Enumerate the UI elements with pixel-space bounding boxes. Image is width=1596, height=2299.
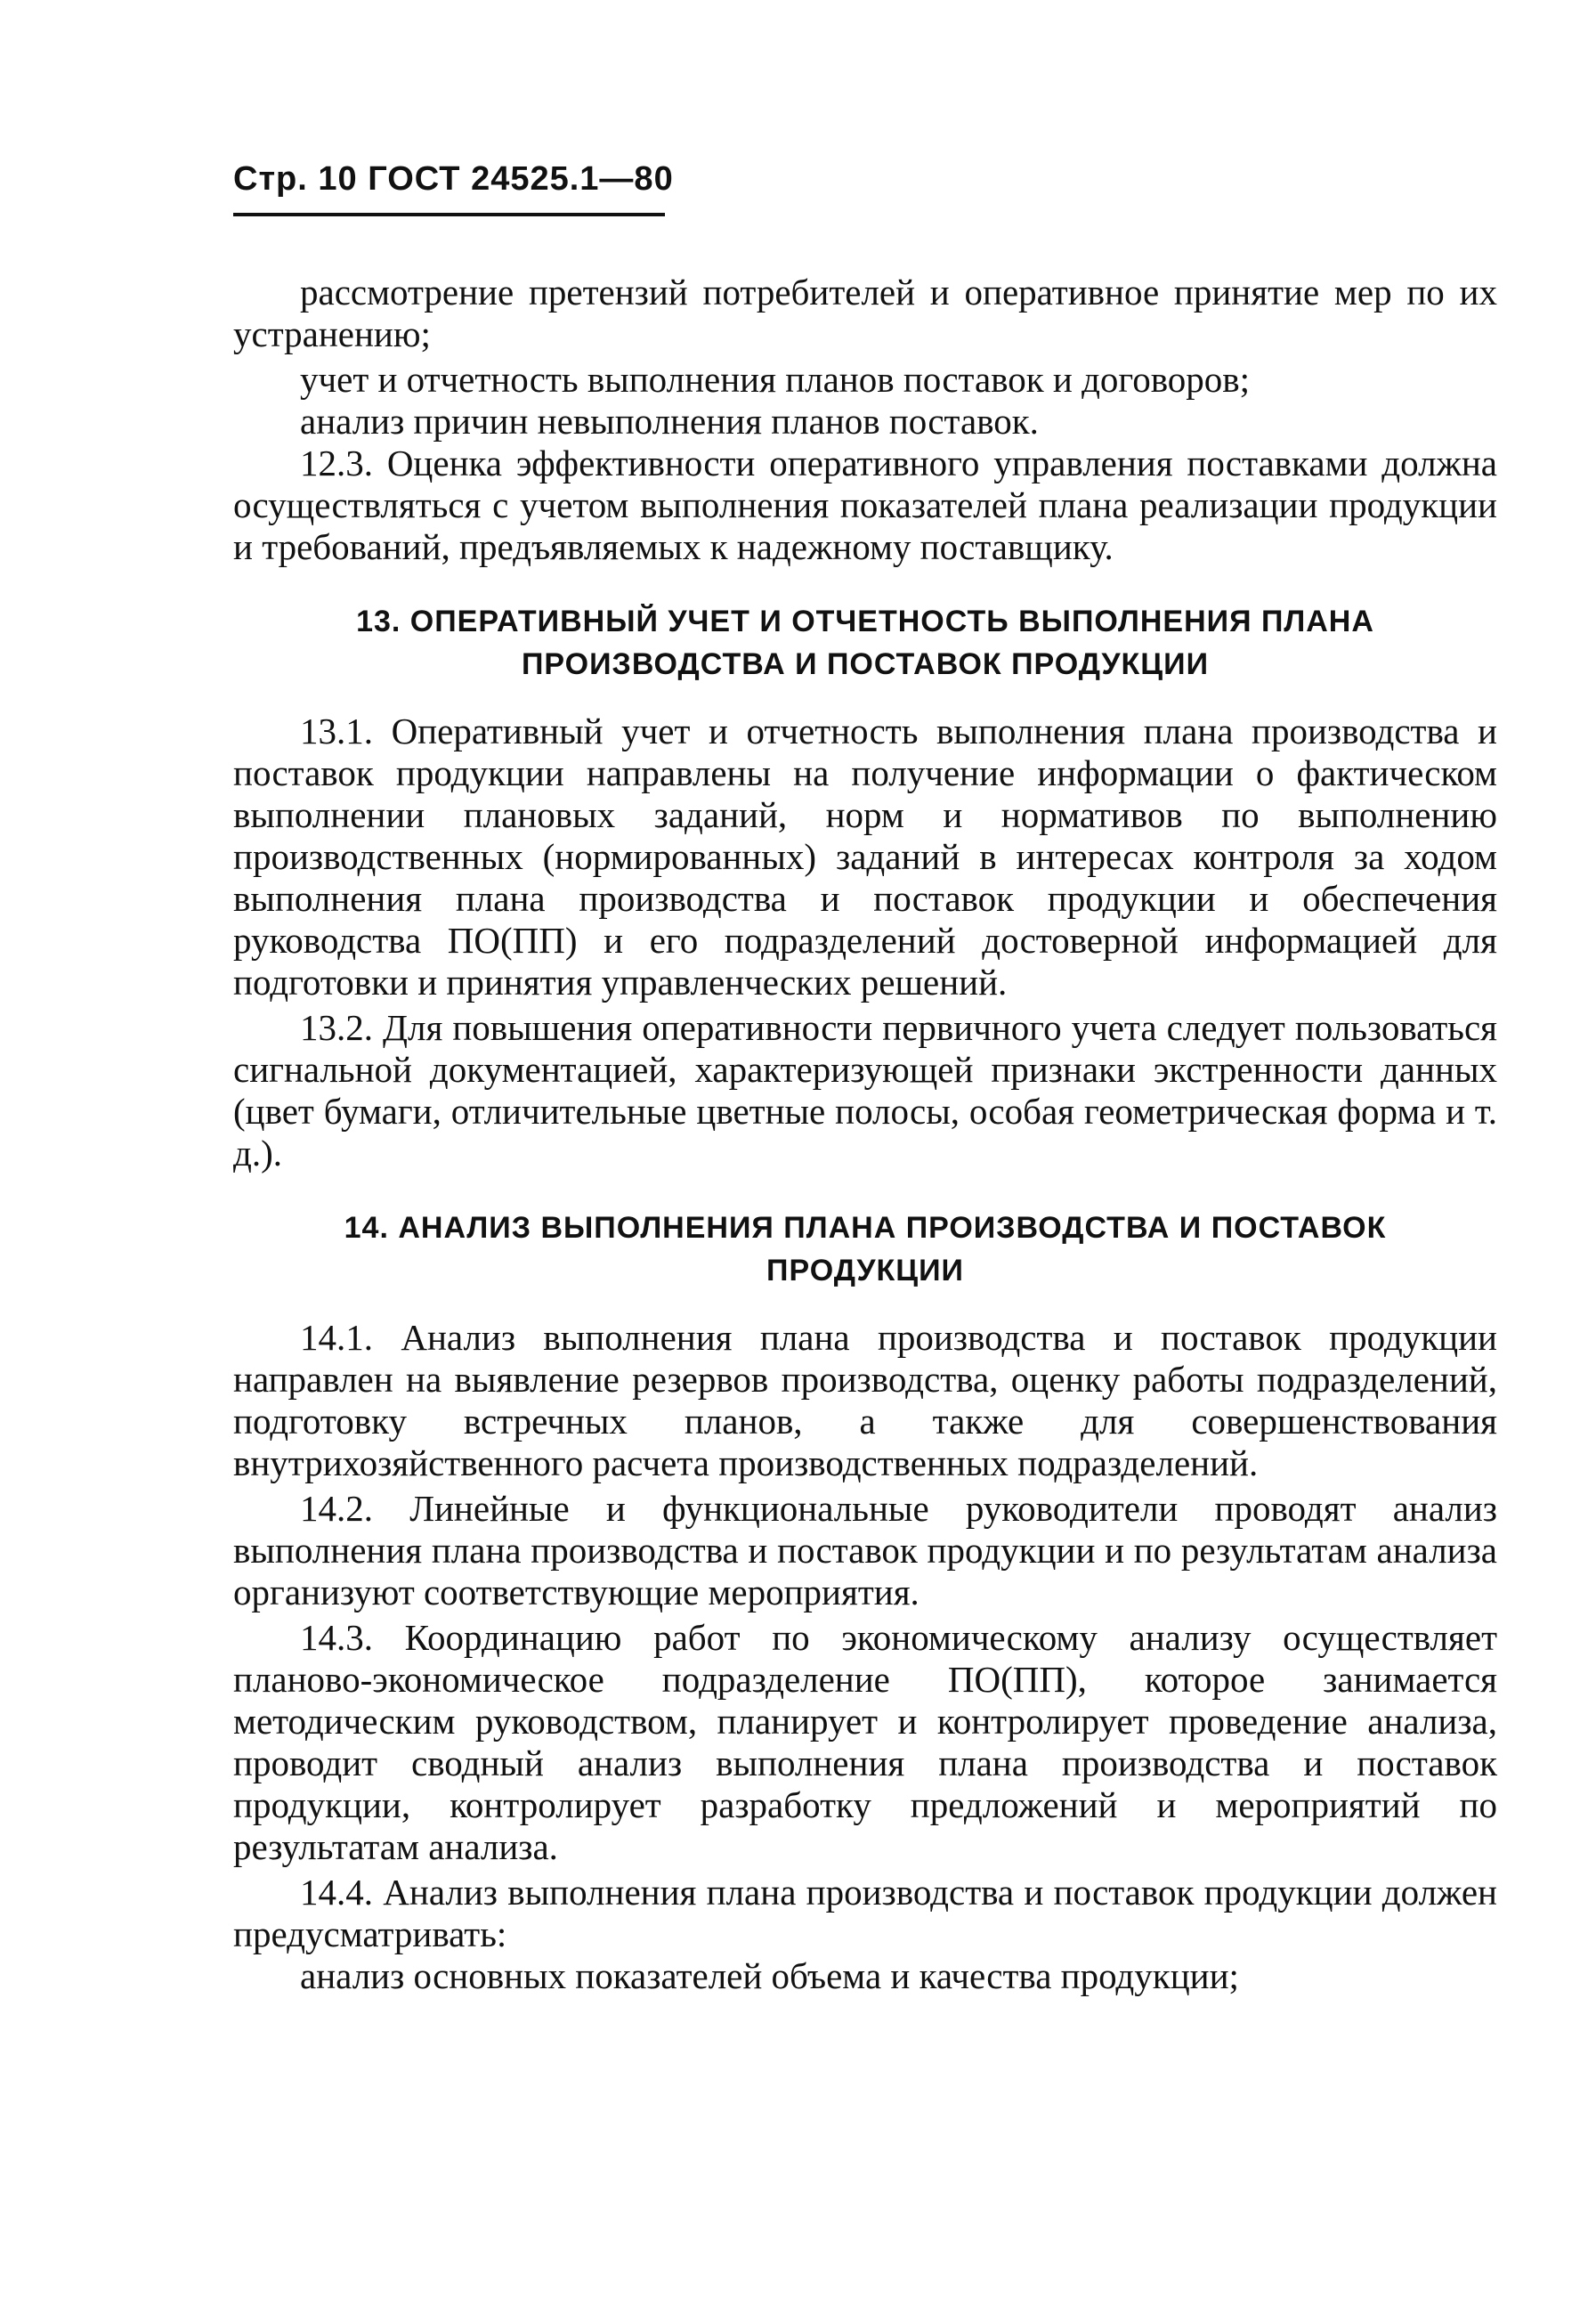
paragraph: 13.1. Оперативный учет и отчетность выполнения плана производства и поставок продукции направлены на получение информации о фактическом выполнении плановых заданий, норм и нормативов по выполнению производственных (нормированных) заданий в интересах контроля за ходом выполнения плана производства и поставок продукции и обеспечения руководства ПО(ПП) и его подразделений достоверной информацией для подготовки и принятия управленческих решений. [233,711,1497,1003]
paragraph: рассмотрение претензий потребителей и оперативное принятие мер по их устранению; [233,272,1497,354]
page-header: Стр. 10 ГОСТ 24525.1—80 [233,160,674,198]
paragraph: учет и отчетность выполнения планов поставок и договоров; [300,359,1251,400]
paragraph: 12.3. Оценка эффективности оперативного управления поставками должна осуществляться с учетом выполнения показателей плана реализации продукции и требований, предъявляемых к надежному поставщику. [233,443,1497,567]
paragraph: 14.1. Анализ выполнения плана производства и поставок продукции направлен на выявление резервов производства, оценку работы подразделений, подготовку встречных планов, а также для совершенствования внутрихозяйственного расчета производственных подразделений. [233,1317,1497,1483]
paragraph: 14.3. Координацию работ по экономическому анализу осуществляет планово-экономическое подразделение ПО(ПП), которое занимается методическим руководством, планирует и контролирует проведение анализа, проводит сводный анализ выполнения плана производства и поставок продукции, контролирует разработку предложений и мероприятий по результатам анализа. [233,1617,1497,1867]
paragraph: анализ основных показателей объема и качества продукции; [300,1955,1239,1996]
paragraph: 14.2. Линейные и функциональные руководители проводят анализ выполнения плана производства и поставок продукции и по результатам анализа организуют соответствующие мероприятия. [233,1488,1497,1613]
paragraph: анализ причин невыполнения планов поставок. [300,401,1039,442]
document-page [233,156,1497,1997]
document-body [233,272,1497,1997]
paragraph: 14.4. Анализ выполнения плана производства и поставок продукции должен предусматривать: [233,1872,1497,1954]
section-13-title: 13. ОПЕРАТИВНЫЙ УЧЕТ И ОТЧЕТНОСТЬ ВЫПОЛНЕНИЯ ПЛАНА ПРОИЗВОДСТВА И ПОСТАВОК ПРОДУКЦИИ [356,605,1374,681]
header-rule [233,213,665,216]
paragraph: 13.2. Для повышения оперативности первичного учета следует пользоваться сигнальной документацией, характеризующей признаки экстренности данных (цвет бумаги, отличительные цветные полосы, особая геометрическая форма и т. д.). [233,1007,1497,1174]
section-14-title: 14. АНАЛИЗ ВЫПОЛНЕНИЯ ПЛАНА ПРОИЗВОДСТВА И ПОСТАВОК ПРОДУКЦИИ [344,1211,1387,1288]
